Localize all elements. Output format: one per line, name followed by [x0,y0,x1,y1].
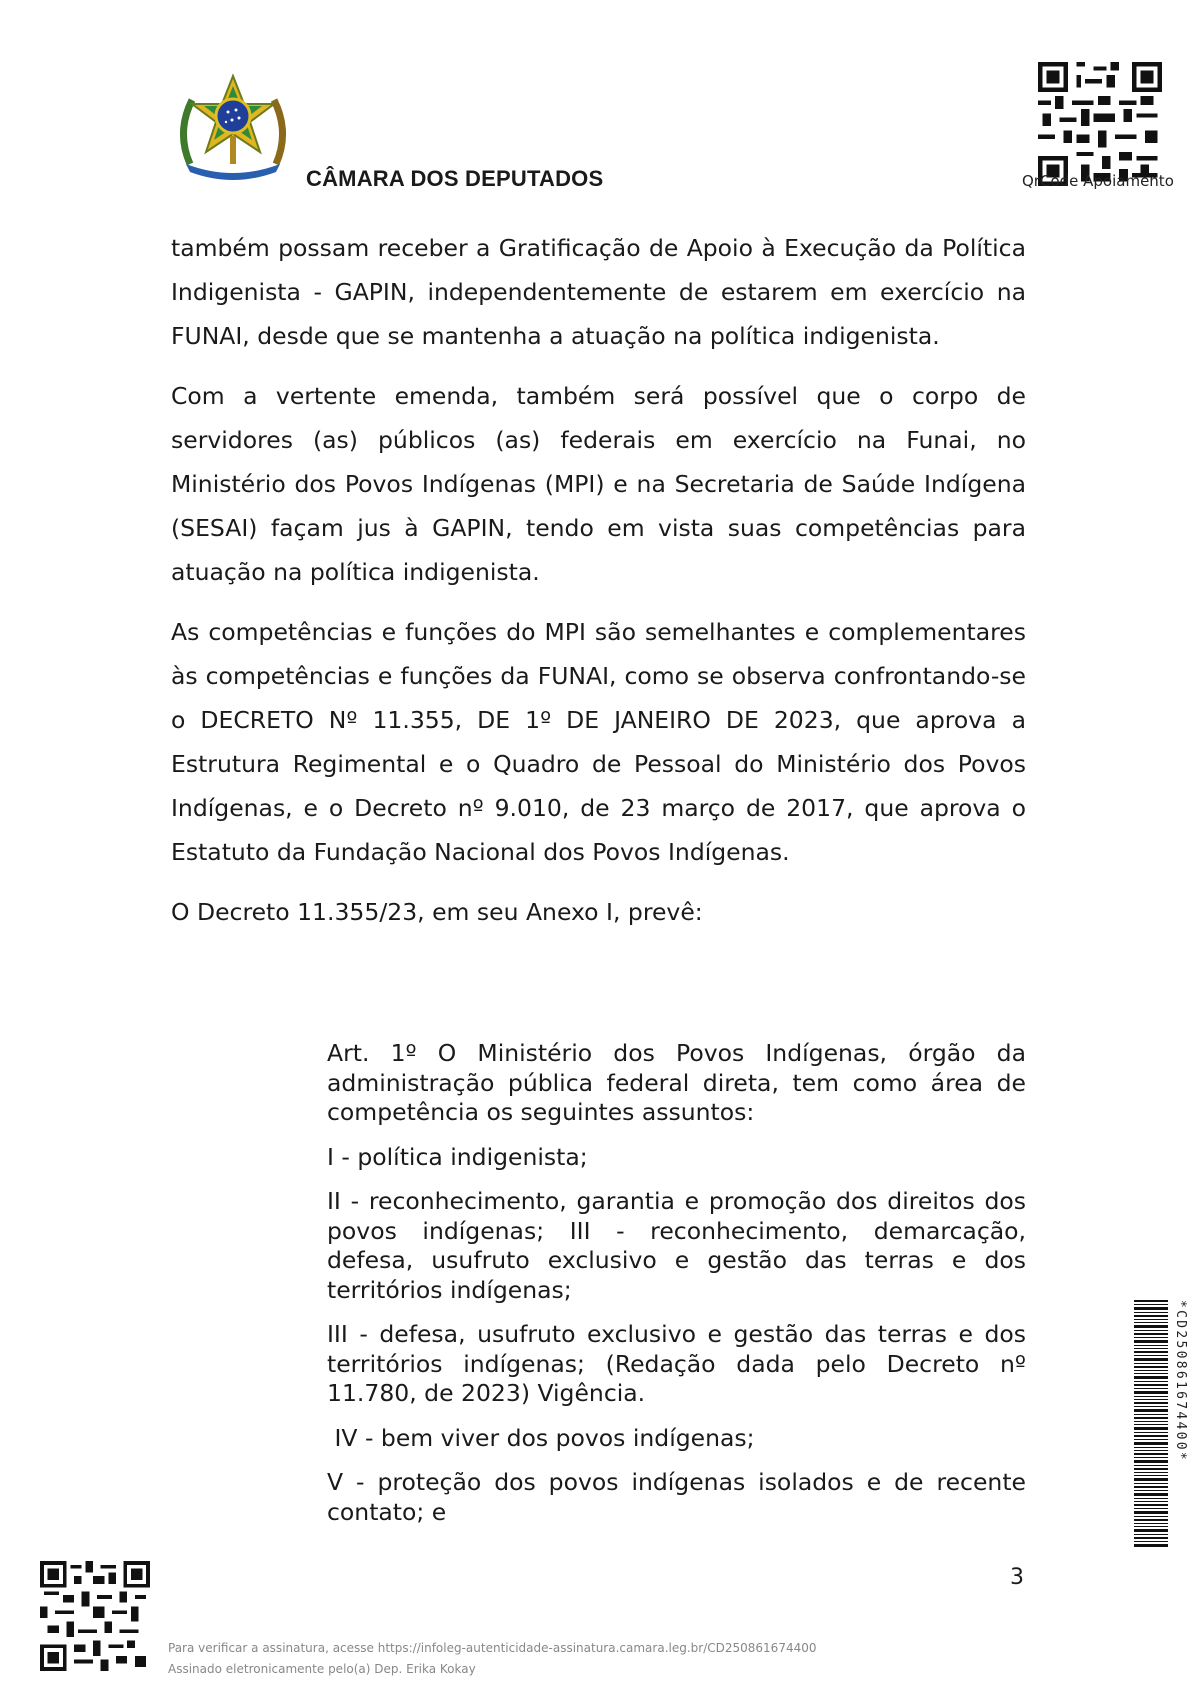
quote-item: II - reconhecimento, garantia e promoção dos direitos dos povos indígenas; III - reconhecimento, demarcação, defesa, usufruto exclusivo e gestão das terras e dos territórios indígenas; [327,1187,1026,1304]
qr-caption: QrCode Apoiamento [1022,172,1174,190]
page-number: 3 [1010,1565,1024,1590]
quote-item: V - proteção dos povos indígenas isolados e de recente contato; e [327,1468,1026,1526]
body-text [171,226,1026,950]
paragraph: também possam receber a Gratificação de Apoio à Execução da Política Indigenista - GAPIN, independentemente de estarem em exercício na FUNAI, desde que se mantenha a atuação na política indigenista. [171,234,1026,350]
quote-item: Art. 1º O Ministério dos Povos Indígenas, órgão da administração pública federal direta, tem como área de competência os seguintes assuntos: [327,1039,1026,1126]
qr-code-apoiamento[interactable] [1038,62,1162,186]
quote-item: III - defesa, usufruto exclusivo e gestão das terras e dos territórios indígenas; (Redação dada pelo Decreto nº 11.780, de 2023) Vigência. [327,1320,1026,1407]
quote-item: IV - bem viver dos povos indígenas; [327,1423,755,1452]
paragraph: Com a vertente emenda, também será possível que o corpo de servidores (as) públicos (as) federais em exercício na Funai, no Ministério dos Povos Indígenas (MPI) e na Secretaria de Saúde Indígena (SESAI) façam jus à GAPIN, tendo em vista suas competências para atuação na política indigenista. [171,382,1026,586]
block-quote [327,1039,1026,1542]
paragraph: O Decreto 11.355/23, em seu Anexo I, prevê: [171,898,703,926]
coat-of-arms-logo [172,72,294,184]
quote-item: I - política indigenista; [327,1142,588,1171]
barcode-text: *CD250861674400* [1173,1300,1188,1463]
institution-title: CÂMARA DOS DEPUTADOS [306,166,604,191]
footer-signature: Assinado eletronicamente pelo(a) Dep. Erika Kokay [168,1662,476,1676]
qr-code-signature[interactable] [40,1561,150,1671]
footer-verify-link[interactable]: Para verificar a assinatura, acesse https://infoleg-autenticidade-assinatura.camara.leg.br/CD250861674400 [168,1641,817,1655]
paragraph: As competências e funções do MPI são semelhantes e complementares às competências e funções da FUNAI, como se observa confrontando-se o DECRETO Nº 11.355, DE 1º DE JANEIRO DE 2023, que aprova a Estrutura Regimental e o Quadro de Pessoal do Ministério dos Povos Indígenas, e o Decreto nº 9.010, de 23 março de 2017, que aprova o Estatuto da Fundação Nacional dos Povos Indígenas. [171,618,1026,866]
